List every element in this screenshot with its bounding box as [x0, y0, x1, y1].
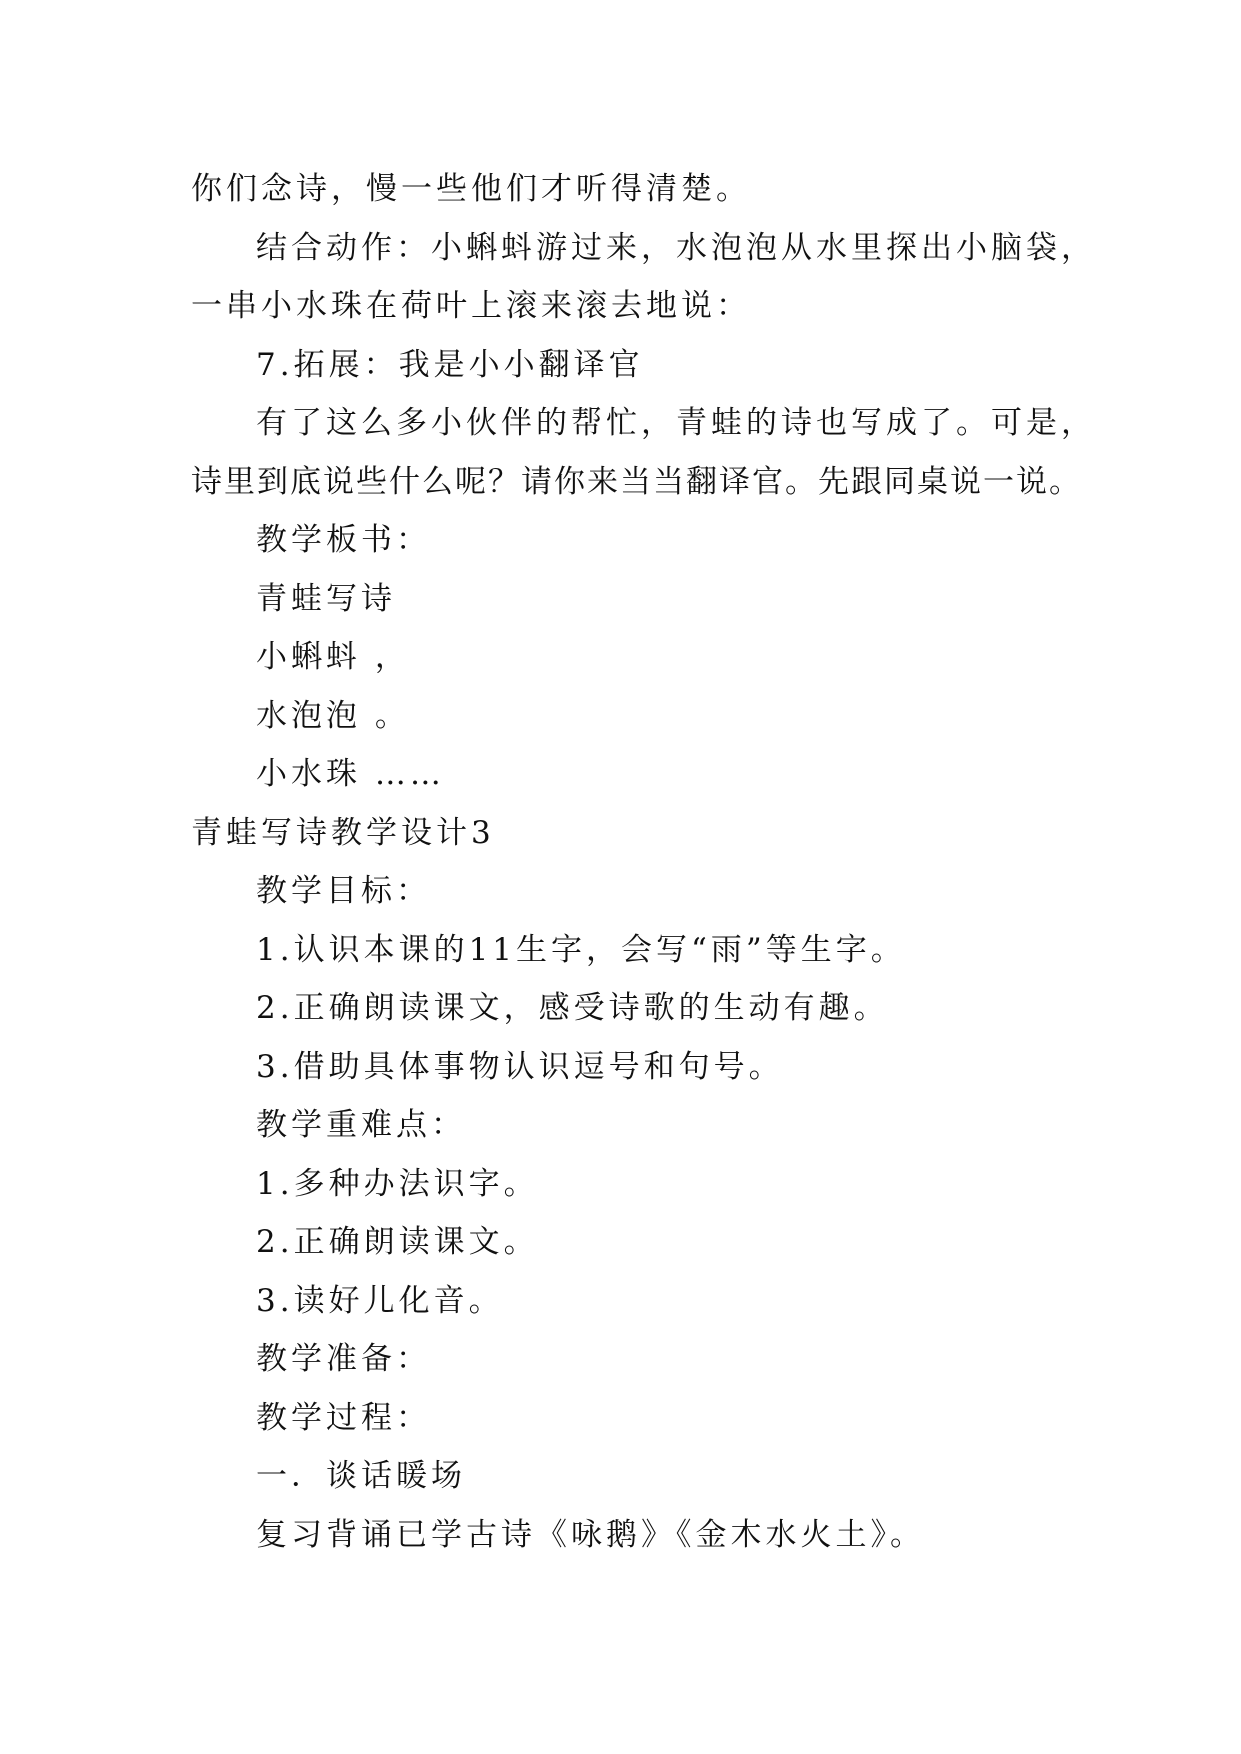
section-heading: 教学过程：	[256, 1399, 431, 1436]
paragraph-line: 诗里到底说些什么呢？请你来当当翻译官。先跟同桌说一说。	[191, 463, 1082, 500]
paragraph-line: 你们念诗，慢一些他们才听得清楚。	[191, 171, 751, 207]
paragraph-line: 有了这么多小伙伴的帮忙，青蛙的诗也写成了。可是，	[256, 405, 1096, 441]
paragraph-line: 一串小水珠在荷叶上滚来滚去地说：	[191, 288, 751, 324]
section-heading: 教学准备：	[256, 1341, 431, 1377]
subsection-heading: 一．谈话暖场	[256, 1458, 466, 1494]
paragraph-line: 复习背诵已学古诗《咏鹅》《金木水火土》。	[256, 1516, 925, 1553]
list-item: 3.借助具体事物认识逗号和句号。	[256, 1048, 784, 1085]
board-line: 小水珠 ……	[256, 756, 445, 792]
list-item: 2.正确朗读课文。	[256, 1224, 539, 1260]
section-heading: 教学重难点：	[256, 1107, 466, 1143]
list-item: 3.读好儿化音。	[256, 1282, 504, 1319]
section-heading: 教学目标：	[256, 873, 431, 909]
section-heading: 7.拓展：我是小小翻译官	[256, 346, 644, 383]
list-item: 1.认识本课的11生字，会写“雨”等生字。	[256, 931, 906, 968]
board-line: 青蛙写诗	[256, 580, 396, 617]
document-body	[191, 160, 1096, 1564]
board-heading: 教学板书：	[256, 522, 431, 558]
list-item: 2.正确朗读课文，感受诗歌的生动有趣。	[256, 990, 889, 1026]
board-line: 小蝌蚪 ，	[256, 639, 410, 675]
paragraph-line: 结合动作：小蝌蚪游过来，水泡泡从水里探出小脑袋，	[256, 229, 1096, 266]
list-item: 1.多种办法识字。	[256, 1165, 539, 1202]
document-title: 青蛙写诗教学设计3	[191, 814, 495, 851]
board-line: 水泡泡 。	[256, 697, 410, 734]
